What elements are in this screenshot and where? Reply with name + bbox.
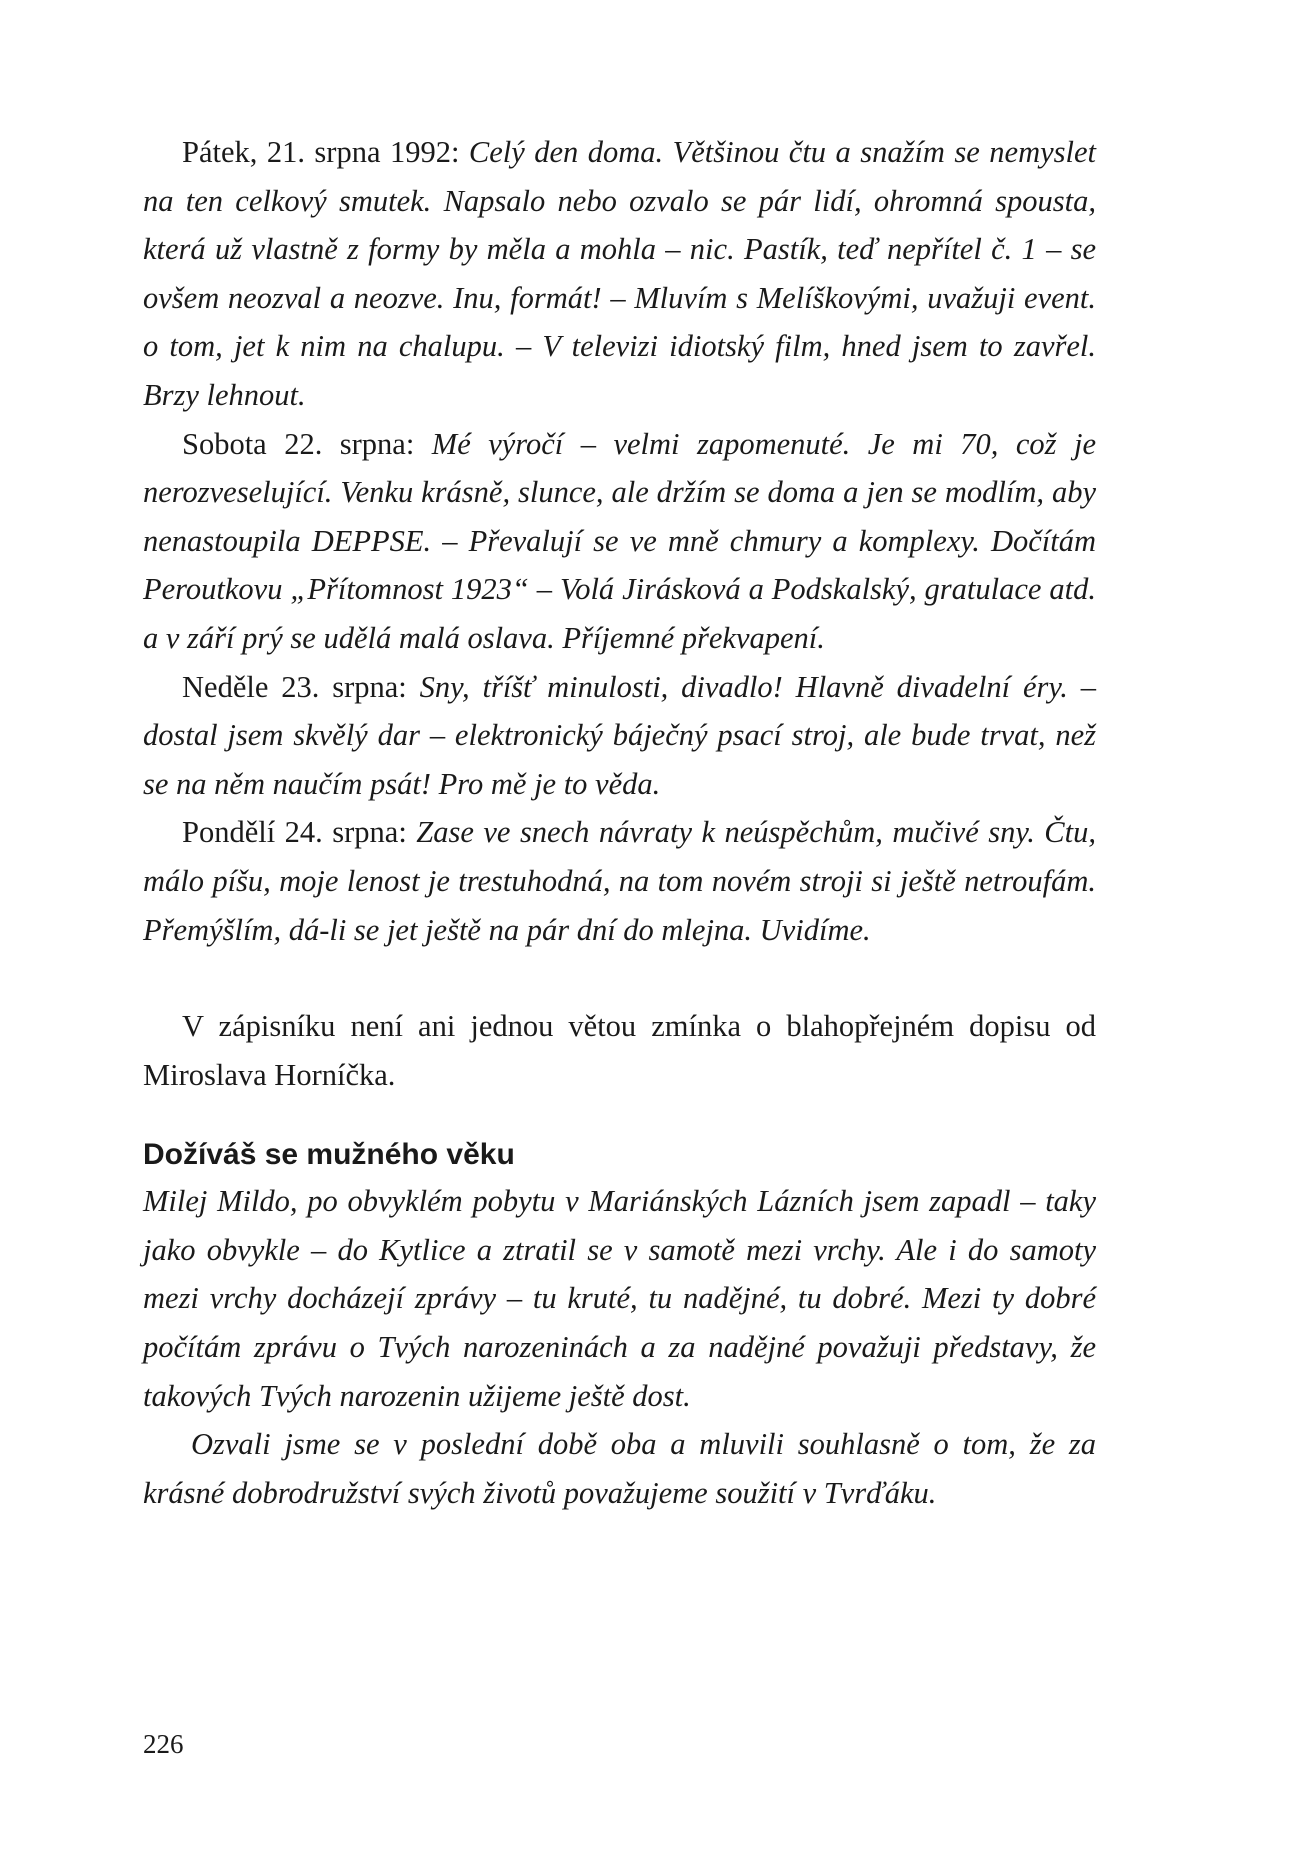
diary-entry-text: Mé výročí – velmi zapomenuté. Je mi 70, což je nerozveselující. Venku krásně, slunce, ale držím se doma a jen se modlím, aby nenastoupila DEPPSE. – Převalují se ve mně chmury a komplexy. Dočítám Peroutkovu „Přítomnost 1923“ – Volá Jirásková a Podskalský, gratulace atd. a v září prý se udělá malá oslava. Příjemné překvapení. bbox=[143, 426, 1096, 655]
diary-entry-sunday bbox=[143, 663, 1096, 809]
diary-entry-monday bbox=[143, 808, 1096, 954]
diary-entry-date: Pondělí 24. srpna: bbox=[182, 815, 417, 850]
narrative-note: V zápisníku není ani jednou větou zmínka o blahopřejném dopisu od Miroslava Horníčka. bbox=[143, 1009, 1096, 1092]
diary-entry-date: Neděle 23. srpna: bbox=[182, 669, 420, 704]
section-heading: Dožíváš se mužného věku bbox=[143, 1138, 515, 1172]
diary-entry-saturday bbox=[143, 420, 1096, 663]
paragraph-spacer bbox=[143, 954, 1096, 1002]
book-page bbox=[143, 128, 1096, 1517]
diary-entry-friday bbox=[143, 128, 1096, 420]
diary-entry-text: Sny, tříšť minulosti, divadlo! Hlavně divadelní éry. – dostal jsem skvělý dar – elektronický báječný psací stroj, ale bude trvat, než se na něm naučím psát! Pro mě je to věda. bbox=[143, 669, 1096, 801]
letter-paragraph: Milej Mildo, po obvyklém pobytu v Mariánských Lázních jsem zapadl – taky jako obvykle – do Kytlice a ztratil se v samotě mezi vrchy. Ale i do samoty mezi vrchy docházejí zprávy – tu kruté, tu nadějné, tu dobré. Mezi ty dobré počítám zprávu o Tvých narozeninách a za nadějné považuji představy, že takových Tvých narozenin užijeme ještě dost. bbox=[143, 1184, 1096, 1413]
page-number: 226 bbox=[143, 1729, 184, 1759]
letter-paragraph: Ozvali jsme se v poslední době oba a mluvili souhlasně o tom, že za krásné dobrodružství svých životů považujeme soužití v Tvrďáku. bbox=[143, 1427, 1096, 1510]
diary-entry-date: Sobota 22. srpna: bbox=[182, 426, 432, 461]
diary-entry-date: Pátek, 21. srpna 1992: bbox=[182, 135, 469, 169]
diary-entry-text: Zase ve snech návraty k neúspěchům, mučivé sny. Čtu, málo píšu, moje lenost je trestuhodná, na tom novém stroji si ještě netroufám. Přemýšlím, dá-li se jet ještě na pár dní do mlejna. Uvidíme. bbox=[143, 815, 1096, 947]
diary-entry-text: Celý den doma. Většinou čtu a snažím se nemyslet na ten celkový smutek. Napsalo nebo ozvalo se pár lidí, ohromná spousta, která už vlastně z formy by měla a mohla – nic. Pastík, teď nepřítel č. 1 – se ovšem neozval a neozve. Inu, formát! – Mluvím s Melíškovými, uvažuji event. o tom, jet k nim na chalupu. – V televizi idiotský film, hned jsem to zavřel. Brzy lehnout. bbox=[143, 135, 1096, 412]
